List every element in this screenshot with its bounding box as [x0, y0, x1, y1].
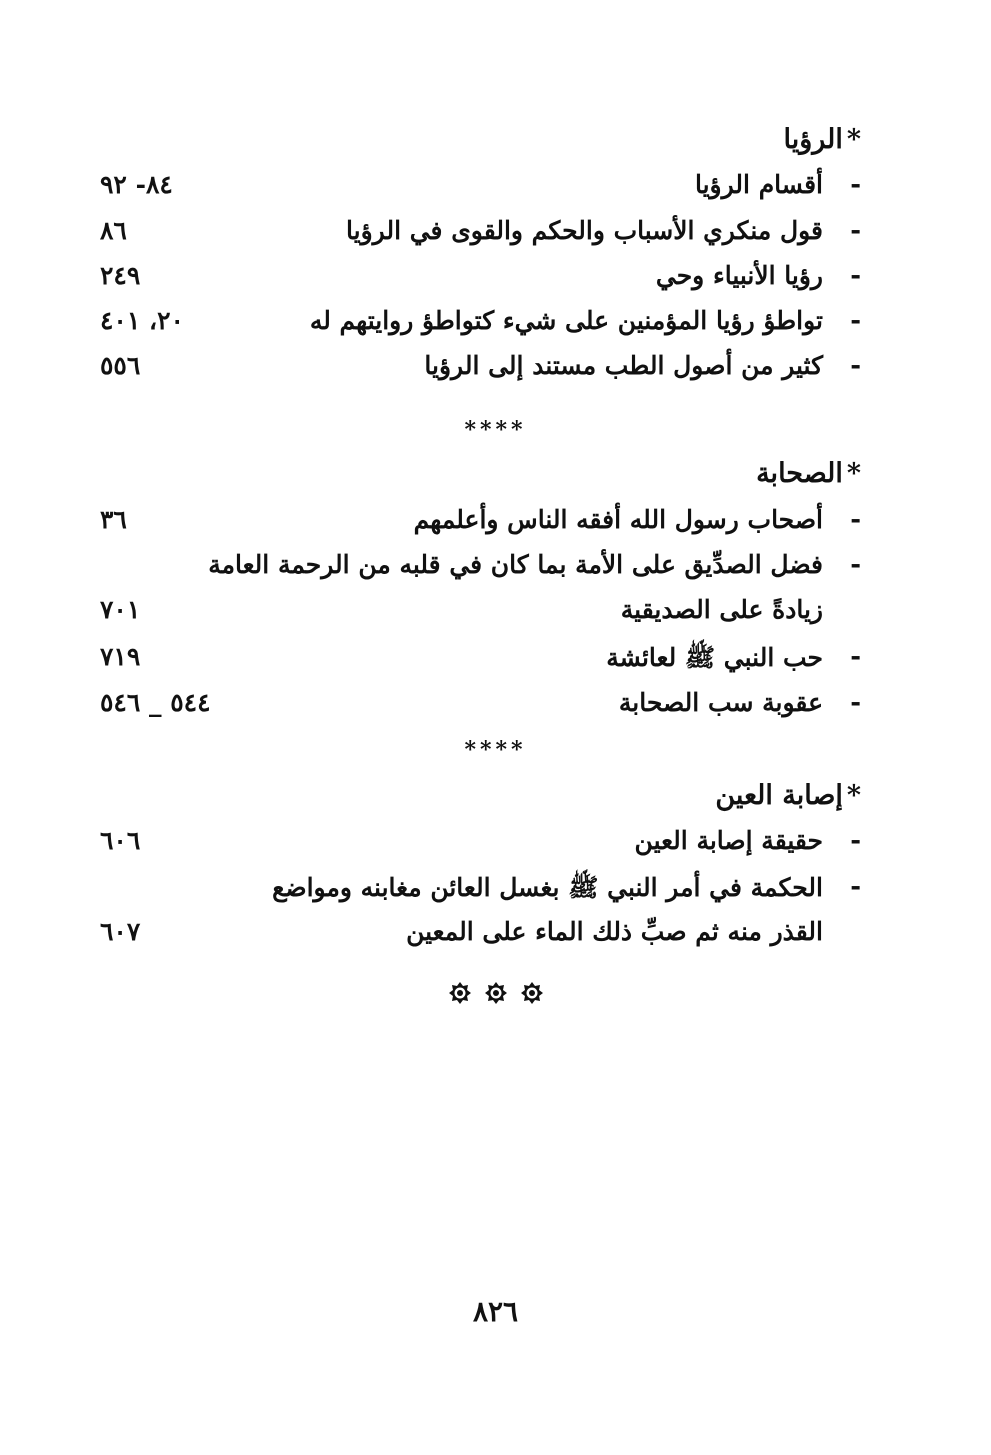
list-item — [100, 826, 861, 866]
entry-pages: ٢٤٩ — [100, 261, 141, 290]
entry-text: قول منكري الأسباب والحكم والقوى في الرؤيا — [346, 216, 823, 245]
section-separator: **** — [464, 737, 527, 763]
flower-ornament-icon — [485, 982, 507, 1004]
entry-pages: ٨٤- ٩٢ — [100, 170, 173, 199]
dash-marker: - — [850, 170, 861, 200]
list-item-continuation — [100, 917, 861, 957]
asterisk-icon: * — [846, 780, 861, 811]
dash-marker: - — [850, 261, 861, 291]
list-item — [100, 550, 861, 590]
list-item-continuation — [100, 595, 861, 635]
entry-pages: ٥٥٦ — [100, 351, 141, 380]
entry-text: تواطؤ رؤيا المؤمنين على شيء كتواطؤ روايتهم له — [309, 306, 823, 335]
dash-marker: - — [850, 216, 861, 246]
list-item — [100, 642, 861, 682]
dash-marker: - — [850, 505, 861, 535]
section-heading-sahaba: *الصحابة — [756, 458, 861, 489]
entry-pages: ٥٤٤ _ ٥٤٦ — [100, 688, 211, 717]
entry-pages: ٦٠٧ — [100, 917, 141, 946]
entry-text-continuation: القذر منه ثم صبِّ ذلك الماء على المعين — [406, 917, 823, 946]
entry-pages: ٨٦ — [100, 216, 127, 245]
flower-ornament-icon — [449, 982, 471, 1004]
entry-pages: ٧٠١ — [100, 595, 141, 624]
entry-text: كثير من أصول الطب مستند إلى الرؤيا — [424, 351, 823, 380]
entry-text: حقيقة إصابة العين — [634, 826, 823, 855]
entry-text-continuation: زيادةً على الصديقية — [620, 595, 823, 624]
end-ornaments — [0, 982, 991, 1004]
entry-pages: ٦٠٦ — [100, 826, 141, 855]
list-item — [100, 688, 861, 728]
section-separator: **** — [464, 417, 527, 443]
entry-text: فضل الصدِّيق على الأمة بما كان في قلبه من الرحمة العامة — [208, 550, 823, 579]
entry-text: عقوبة سب الصحابة — [618, 688, 823, 717]
list-item — [100, 872, 861, 912]
entry-text: أصحاب رسول الله أفقه الناس وأعلمهم — [413, 505, 823, 534]
list-item — [100, 170, 861, 210]
dash-marker: - — [850, 550, 861, 580]
dash-marker: - — [850, 826, 861, 856]
dash-marker: - — [850, 642, 861, 672]
list-item — [100, 216, 861, 256]
dash-marker: - — [850, 872, 861, 902]
entry-pages: ٢٠، ٤٠١ — [100, 306, 184, 335]
list-item — [100, 261, 861, 301]
section-heading-ruya: *الرؤيا — [783, 124, 861, 155]
section-heading-evil-eye: *إصابة العين — [715, 780, 861, 811]
entry-pages: ٣٦ — [100, 505, 127, 534]
dash-marker: - — [850, 306, 861, 336]
page-number: ٨٢٦ — [472, 1295, 519, 1328]
asterisk-icon: * — [846, 458, 861, 489]
list-item — [100, 306, 861, 346]
entry-text: أقسام الرؤيا — [694, 170, 823, 199]
entry-text: الحكمة في أمر النبي ﷺ بغسل العائن مغابنه ومواضع — [272, 873, 823, 902]
list-item — [100, 351, 861, 391]
dash-marker: - — [850, 351, 861, 381]
entry-text: رؤيا الأنبياء وحي — [655, 261, 823, 290]
dash-marker: - — [850, 688, 861, 718]
list-item — [100, 505, 861, 545]
entry-pages: ٧١٩ — [100, 642, 141, 671]
flower-ornament-icon — [521, 982, 543, 1004]
entry-text: حب النبي ﷺ لعائشة — [606, 643, 823, 672]
asterisk-icon: * — [846, 124, 861, 155]
